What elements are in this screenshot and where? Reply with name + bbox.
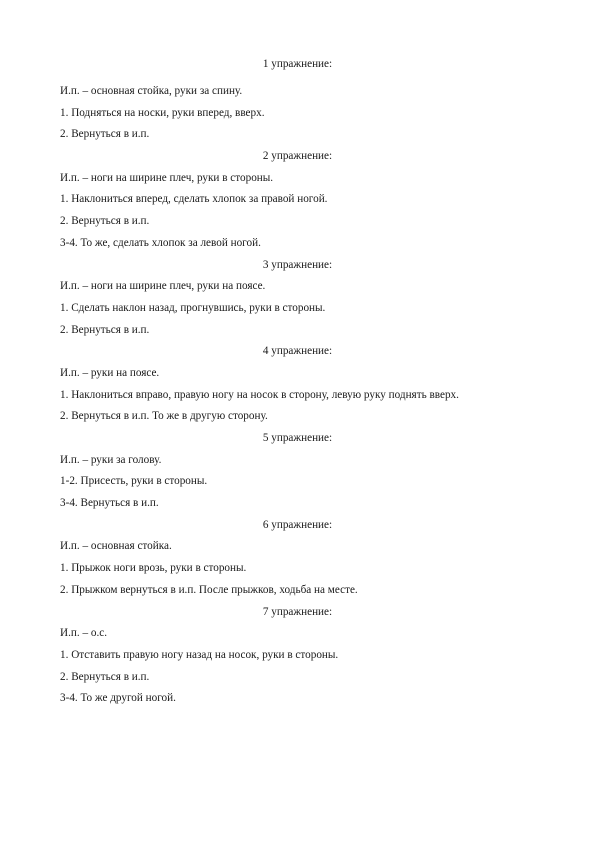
exercise-line: 2. Вернуться в и.п. <box>60 215 150 228</box>
exercise-line: 3-4. То же, сделать хлопок за левой ногой. <box>60 236 261 249</box>
exercise-title: 2 упражнение: <box>262 150 333 163</box>
exercise-line: И.п. – о.с. <box>60 627 108 640</box>
exercise-2 <box>60 150 535 258</box>
exercise-line: 2. Вернуться в и.п. <box>60 128 150 141</box>
exercise-title: 4 упражнение: <box>262 345 333 358</box>
exercise-title: 1 упражнение: <box>262 58 333 70</box>
exercise-line: 2. Вернуться в и.п. <box>60 670 150 683</box>
exercise-line: 1. Наклониться вперед, сделать хлопок за правой ногой. <box>60 193 328 206</box>
exercise-line: И.п. – руки на поясе. <box>60 366 160 379</box>
exercise-6 <box>60 519 535 606</box>
exercise-line: 2. Вернуться в и.п. То же в другую сторону. <box>60 410 268 423</box>
exercise-line: И.п. – основная стойка, руки за спину. <box>60 85 243 97</box>
exercise-title: 3 упражнение: <box>262 258 333 271</box>
exercise-3 <box>60 259 535 346</box>
exercise-line: 2. Вернуться в и.п. <box>60 323 150 336</box>
exercise-line: 1. Прыжок ноги врозь, руки в стороны. <box>60 562 247 575</box>
exercise-title: 7 упражнение: <box>262 605 333 618</box>
exercise-title: 6 упражнение: <box>262 518 333 531</box>
exercise-line: 1. Отставить правую ногу назад на носок, руки в стороны. <box>60 648 339 661</box>
exercise-line: 1. Наклониться вправо, правую ногу на носок в сторону, левую руку поднять вверх. <box>60 388 459 401</box>
exercise-1 <box>60 58 535 150</box>
exercise-line: И.п. – основная стойка. <box>60 540 172 553</box>
exercise-line: И.п. – ноги на ширине плеч, руки на поясе. <box>60 280 266 293</box>
exercise-line: 1. Подняться на носки, руки вперед, вверх. <box>60 106 265 119</box>
exercise-line: 1-2. Присесть, руки в стороны. <box>60 475 208 488</box>
exercise-line: 1. Сделать наклон назад, прогнувшись, руки в стороны. <box>60 301 326 314</box>
exercise-4 <box>60 345 535 432</box>
exercise-line: 3-4. То же другой ногой. <box>60 692 176 705</box>
exercise-line: И.п. – руки за голову. <box>60 453 162 466</box>
exercise-title: 5 упражнение: <box>262 432 333 444</box>
exercise-line: 3-4. Вернуться в и.п. <box>60 497 159 510</box>
exercise-5 <box>60 432 535 519</box>
exercise-7 <box>60 606 535 714</box>
exercise-line: 2. Прыжком вернуться в и.п. После прыжков, ходьба на месте. <box>60 583 358 596</box>
exercise-line: И.п. – ноги на ширине плеч, руки в стороны. <box>60 171 274 184</box>
